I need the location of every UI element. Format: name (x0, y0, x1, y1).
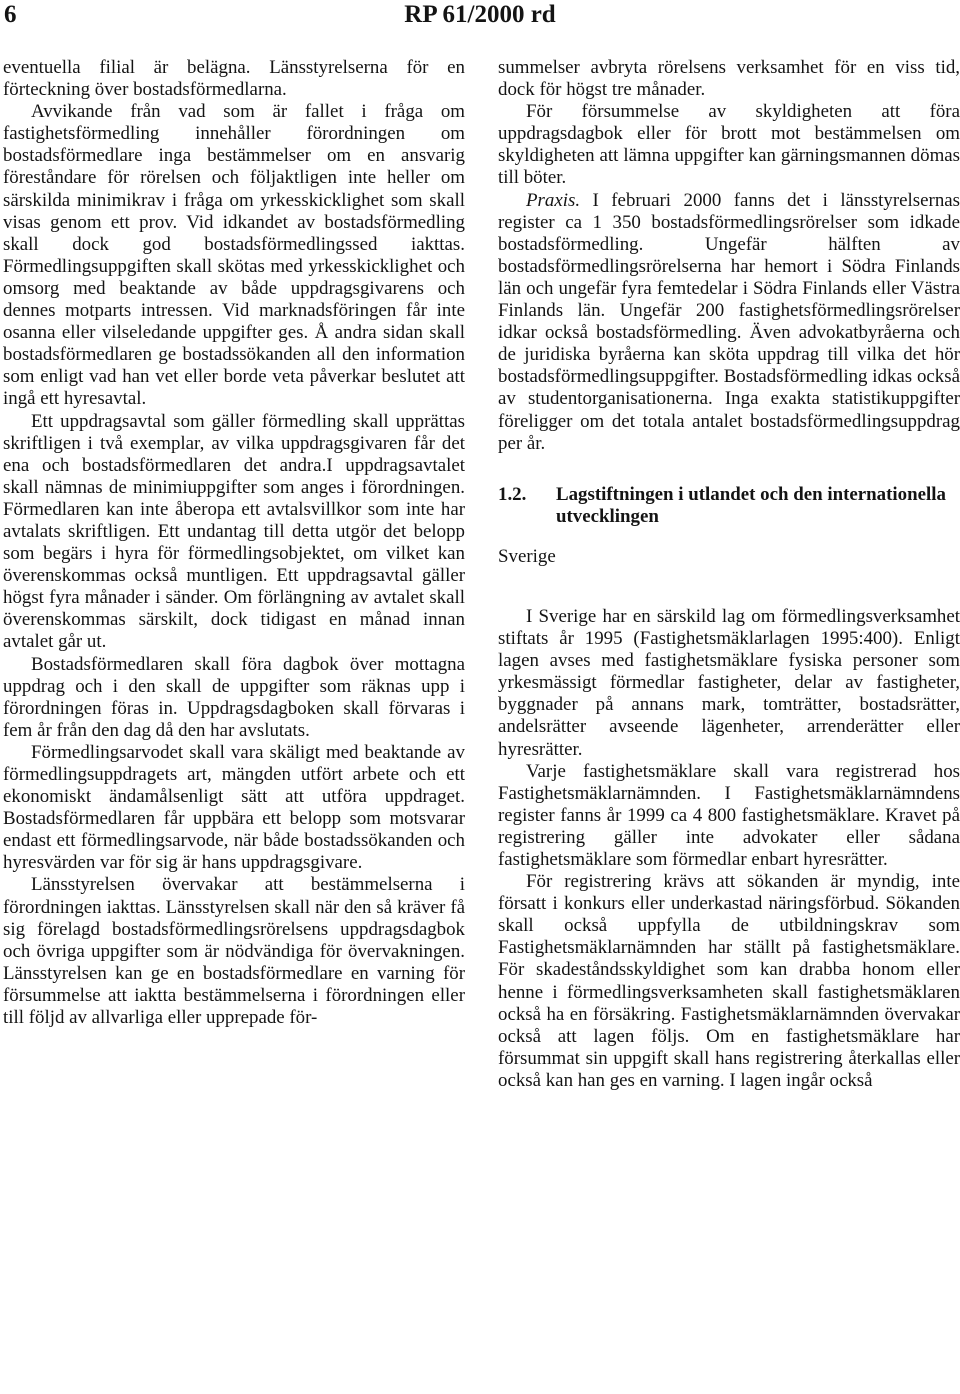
left-column (3, 57, 465, 1029)
paragraph: Ett uppdragsavtal som gäller förmedling skall upprättas skriftligen i två exemplar, av vilka uppdragsgivaren får det ena och bostadsförmedlaren det andra.I uppdragsavtalet skall nämnas de minimiuppgifter som anges i förordningen. Förmedlaren kan inte åberopa ett avtalsvillkor som inte har avtalats skriftligen. Ett undantag till detta utgör det belopp som begärs i hyra för förmedlingsobjektet, om vilket kan överenskommas också muntligen. Ett uppdragsavtal gäller högst fyra månader i sänder. Om förlängning av avtalet skall överenskommas särskilt, dock tidigast en månad innan avtalet går ut. (3, 410, 465, 653)
section-number: 1.2. (498, 483, 527, 505)
right-column (498, 57, 960, 1092)
paragraph: För registrering krävs att sökanden är myndig, inte försatt i konkurs eller underkastad näringsförbud. Sökanden skall också uppfylla de utbildningskrav som Fastighetsmäklarnämnden har ställt på fastighetsmäklare. För skadeståndsskyldighet som kan drabba honom eller henne i förmedlingsverksamheten skall fastighetsmäklaren också ha en försäkring. Fastighetsmäklarnämnden övervakar också att lagen följs. Om en fastighetsmäklare har försummat sin uppgift skall hans registrering återkallas eller också kan han ges en varning. I lagen ingår också (498, 871, 960, 1091)
paragraph: eventuella filial är belägna. Länsstyrelserna för en förteckning över bostadsförmedlarna. (3, 57, 465, 101)
paragraph: Bostadsförmedlaren skall föra dagbok över mottagna uppdrag och i den skall de uppgifter som räknas upp i förordningen föras in. Uppdragsdagboken skall förvaras i fem år från den dag då den har avslutats. (3, 653, 465, 741)
paragraph: summelser avbryta rörelsens verksamhet för en viss tid, dock för högst tre månader. (498, 57, 960, 101)
section-heading (498, 484, 960, 528)
paragraph: I Sverige har en särskild lag om förmedlingsverksamhet stiftats år 1995 (Fastighetsmäklarlagen 1995:400). Enligt lagen avses med fastighetsmäklare fysiska personer som yrkesmässigt förmedlar fastigheter, delar av fastigheter, byggnader på annans mark, tomträtter, bostadsrätter, andelsrätter avseende lägenheter, arrenderätter eller hyresrätter. (498, 605, 960, 760)
praxis-paragraph (498, 190, 960, 455)
paragraph: För försummelse av skyldigheten att föra uppdragsdagbok eller för brott mot bestämmelsen om skyldigheten att lämna uppgifter kan gärningsmannen dömas till böter. (498, 101, 960, 189)
section-title: Lagstiftningen i utlandet och den internationella utvecklingen (556, 483, 946, 527)
subheading: Sverige (498, 545, 556, 567)
running-head: RP 61/2000 rd (404, 1, 556, 28)
paragraph: Varje fastighetsmäklare skall vara registrerad hos Fastighetsmäklarnämnden. I Fastighetsmäklarnämndens register fanns år 1999 ca 4 800 fastighetsmäklare. Kravet på registrering gäller inte advokater eller sådana fastighetsmäklare som förmedlar enbart hyresrätter. (498, 760, 960, 870)
paragraph: Avvikande från vad som är fallet i fråga om fastighetsförmedling innehåller förordningen om bostadsförmedlare inga bestämmelser om en ansvarig föreståndare för rörelsen och följaktligen inte heller om särskilda minimikrav i fråga om yrkesskicklighet som skall visas genom ett prov. Vid idkandet av bostadsförmedling skall dock god bostadsförmedlingssed iakttas. Förmedlingsuppgiften skall skötas med yrkesskicklighet och omsorg med beaktande av både uppdragsgivarens och dennes motparts intressen. Vid marknadsföringen får inte osanna eller vilseledande uppgifter ges. Å andra sidan skall bostadsförmedlaren ge bostadssökanden all den information som enligt vad han vet eller borde veta påverkar beslutet att ingå ett hyresavtal. (3, 101, 465, 410)
paragraph: Förmedlingsarvodet skall vara skäligt med beaktande av förmedlingsuppdragets art, mängden utfört arbete och ett ekonomiskt ändamålsenligt sätt att utföra uppdraget. Bostadsförmedlaren får uppbära ett belopp som motsvarar endast ett förmedlingsarvode, när både bostadssökanden och hyresvärden var för sig är hans uppdragsgivare. (3, 741, 465, 874)
praxis-text: I februari 2000 fanns det i länsstyrelsernas register ca 1 350 bostadsförmedlingsrörelser som idkade bostadsförmedling. Ungefär hälften av bostadsförmedlingsrörelserna har hemort i Södra Finlands län och ungefär fyra femtedelar i Södra Finlands eller Västra Finlands län. Ungefär 200 fastighetsförmedlingsrörelser idkar också bostadsförmedling. Även advokatbyråerna och de juridiska byråerna kan sköta uppdrag till vilka det hör bostadsförmedlingsuppgifter. Bostadsförmedling idkas också av studentorganisationerna. Inga exakta statistikuppgifter föreligger om det totala antalet bostadsförmedlingsuppdrag per år. (498, 189, 960, 454)
praxis-label: Praxis. (526, 189, 581, 211)
page-header (0, 0, 960, 36)
page-number: 6 (4, 1, 17, 28)
paragraph: Länsstyrelsen övervakar att bestämmelserna i förordningen iakttas. Länsstyrelsen skall när den så kräver få sig förelagd bostadsförmedlingsrörelsens uppdragsdagbok och övriga uppgifter som är nödvändiga för övervakningen. Länsstyrelsen kan ge en bostadsförmedlare en varning för försummelse att iaktta bestämmelserna i förordningen eller till följd av allvarliga eller upprepade för- (3, 874, 465, 1029)
